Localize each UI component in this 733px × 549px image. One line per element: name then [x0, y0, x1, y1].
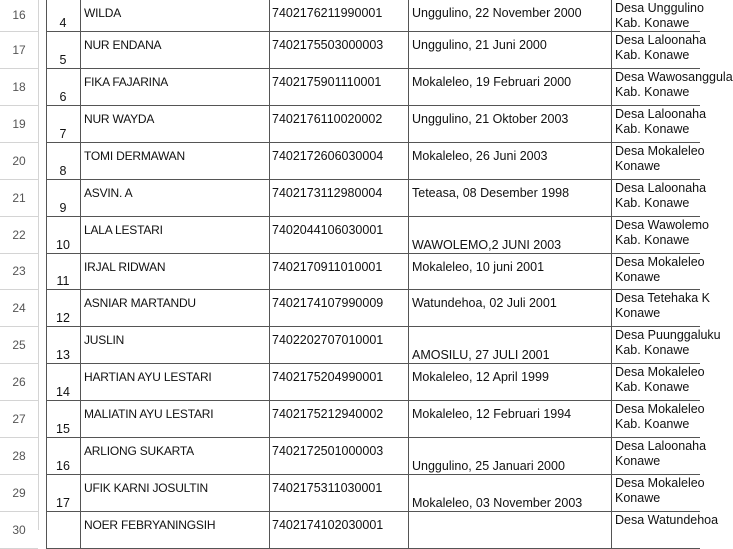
cell-address[interactable]	[611, 143, 712, 180]
row-number[interactable]: 21	[0, 191, 38, 205]
cell-no[interactable]	[46, 143, 81, 180]
name-value: NUR WAYDA	[84, 112, 155, 126]
no-value: 11	[56, 274, 70, 288]
row-number[interactable]: 18	[0, 80, 38, 94]
cell-name[interactable]	[80, 143, 270, 180]
name-value: HARTIAN AYU LESTARI	[84, 370, 212, 384]
cell-nik[interactable]	[269, 0, 409, 32]
cell-no[interactable]	[46, 364, 81, 401]
table-row[interactable]	[0, 254, 705, 290]
cell-no[interactable]	[46, 32, 81, 69]
no-value: 12	[56, 311, 70, 325]
row-number[interactable]: 16	[0, 8, 38, 22]
cell-name[interactable]	[80, 364, 270, 401]
birth-value: WAWOLEMO,2 JUNI 2003	[412, 238, 562, 252]
no-value: 13	[56, 348, 70, 362]
table-row[interactable]	[0, 143, 705, 180]
address-line-1: Desa Mokaleleo	[615, 255, 705, 269]
cell-address[interactable]	[611, 254, 712, 290]
birth-value: Watundehoa, 02 Juli 2001	[412, 296, 557, 310]
no-value: 8	[59, 164, 67, 178]
cell-birth[interactable]	[408, 143, 612, 180]
cell-no[interactable]	[46, 401, 81, 438]
no-value: 14	[56, 385, 70, 399]
nik-value: 7402175311030001	[272, 481, 383, 495]
name-value: LALA LESTARI	[84, 223, 163, 237]
cell-birth[interactable]	[408, 401, 612, 438]
nik-value: 7402174107990009	[272, 296, 384, 310]
cell-nik[interactable]	[269, 217, 409, 254]
cell-no[interactable]	[46, 180, 81, 217]
address-line-2: Kab. Konawe	[615, 85, 690, 99]
birth-value: Mokaleleo, 12 Februari 1994	[412, 407, 572, 421]
address-line-2: Konawe	[615, 454, 661, 468]
cell-address[interactable]	[611, 512, 719, 549]
no-value: 10	[56, 238, 70, 252]
cell-address[interactable]	[611, 32, 712, 69]
table-row[interactable]	[0, 32, 707, 69]
no-value: 9	[59, 201, 67, 215]
address-line-2: Konawe	[615, 491, 661, 505]
cell-birth[interactable]	[408, 475, 612, 512]
cell-birth[interactable]	[408, 106, 612, 143]
nik-value: 7402172501000003	[272, 444, 384, 458]
cell-no[interactable]	[46, 512, 81, 549]
address-line-1: Desa Laloonaha	[615, 33, 707, 47]
cell-nik[interactable]	[269, 512, 409, 549]
cell-no[interactable]	[46, 106, 81, 143]
address-line-2: Konawe	[615, 270, 661, 284]
name-value: JUSLIN	[84, 333, 125, 347]
cell-address[interactable]	[611, 180, 712, 217]
cell-nik[interactable]	[269, 106, 409, 143]
cell-birth[interactable]	[408, 290, 612, 327]
address-line-1: Desa Laloonaha	[615, 439, 707, 453]
table-row[interactable]	[0, 180, 707, 217]
cell-name[interactable]	[80, 69, 270, 106]
table-row[interactable]	[0, 327, 721, 364]
nik-value: 7402173112980004	[272, 186, 383, 200]
cell-address[interactable]	[611, 401, 712, 438]
birth-value: Unggulino, 21 Juni 2000	[412, 38, 547, 52]
cell-nik[interactable]	[269, 401, 409, 438]
table-row[interactable]	[0, 106, 707, 143]
table-row[interactable]	[0, 475, 705, 512]
cell-address[interactable]	[611, 327, 721, 364]
no-value: 15	[56, 422, 70, 436]
table-row[interactable]	[0, 69, 733, 106]
nik-value: 7402174102030001	[272, 518, 384, 532]
row-number[interactable]: 23	[0, 264, 38, 278]
row-number[interactable]: 19	[0, 117, 38, 131]
address-line-2: Kab. Konawe	[615, 122, 690, 136]
address-line-1: Desa Mokaleleo	[615, 365, 705, 379]
cell-address[interactable]	[611, 290, 712, 327]
cell-name[interactable]	[80, 401, 270, 438]
table-row[interactable]	[0, 0, 704, 32]
nik-value: 7402044106030001	[272, 223, 384, 237]
nik-value: 7402202707010001	[272, 333, 384, 347]
birth-value: Mokaleleo, 12 April 1999	[412, 370, 549, 384]
name-value: UFIK KARNI JOSULTIN	[84, 481, 208, 495]
address-line-1: Desa Mokaleleo	[615, 144, 705, 158]
cell-nik[interactable]	[269, 475, 409, 512]
address-line-2: Kab. Konawe	[615, 380, 690, 394]
address-line-1: Desa Watundehoa	[615, 513, 719, 527]
address-line-2: Kab. Konawe	[615, 196, 690, 210]
table-row[interactable]	[0, 364, 705, 401]
row-number[interactable]: 25	[0, 338, 38, 352]
cell-address[interactable]	[611, 106, 712, 143]
address-line-1: Desa Mokaleleo	[615, 476, 705, 490]
birth-value: Mokaleleo, 10 juni 2001	[412, 260, 545, 274]
cell-birth[interactable]	[408, 180, 612, 217]
cell-birth[interactable]	[408, 69, 612, 106]
row-number[interactable]: 26	[0, 375, 38, 389]
no-value: 5	[59, 53, 67, 67]
cell-no[interactable]	[46, 254, 81, 290]
cell-birth[interactable]	[408, 32, 612, 69]
birth-value: Unggulino, 25 Januari 2000	[412, 459, 565, 473]
cell-nik[interactable]	[269, 327, 409, 364]
name-value: ASNIAR MARTANDU	[84, 296, 196, 310]
birth-value: Mokaleleo, 26 Juni 2003	[412, 149, 548, 163]
row-number[interactable]: 17	[0, 43, 38, 57]
cell-nik[interactable]	[269, 438, 409, 475]
address-line-2: Kab. Koanwe	[615, 417, 690, 431]
cell-name[interactable]	[80, 180, 270, 217]
name-value: WILDA	[84, 6, 122, 20]
nik-value: 7402175212940002	[272, 407, 384, 421]
cell-no[interactable]	[46, 69, 81, 106]
no-value: 6	[59, 90, 67, 104]
cell-no[interactable]	[46, 438, 81, 475]
cell-address[interactable]	[611, 217, 712, 254]
row-number[interactable]: 30	[0, 523, 38, 537]
no-value: 17	[56, 496, 70, 510]
cell-nik[interactable]	[269, 254, 409, 290]
nik-value: 7402175901110001	[272, 75, 382, 89]
address-line-2: Konawe	[615, 159, 661, 173]
cell-birth[interactable]	[408, 438, 612, 475]
cell-nik[interactable]	[269, 180, 409, 217]
nik-value: 7402170911010001	[272, 260, 383, 274]
cell-address[interactable]	[611, 0, 712, 32]
address-line-2: Kab. Konawe	[615, 48, 690, 62]
birth-value: Teteasa, 08 Desember 1998	[412, 186, 570, 200]
name-value: NOER FEBRYANINGSIH	[84, 518, 216, 532]
cell-no[interactable]	[46, 290, 81, 327]
cell-name[interactable]	[80, 327, 270, 364]
table-row[interactable]	[0, 290, 710, 327]
nik-value: 7402175204990001	[272, 370, 384, 384]
address-line-2: Konawe	[615, 306, 661, 320]
cell-nik[interactable]	[269, 32, 409, 69]
cell-address[interactable]	[611, 69, 733, 106]
row-number[interactable]: 28	[0, 449, 38, 463]
no-value: 4	[59, 16, 67, 30]
birth-value: Unggulino, 22 November 2000	[412, 6, 582, 20]
nik-value: 7402172606030004	[272, 149, 384, 163]
cell-no[interactable]	[46, 327, 81, 364]
name-value: IRJAL RIDWAN	[84, 260, 166, 274]
name-value: NUR ENDANA	[84, 38, 162, 52]
cell-name[interactable]	[80, 254, 270, 290]
birth-value: Mokaleleo, 19 Februari 2000	[412, 75, 572, 89]
table-row[interactable]	[0, 401, 705, 438]
table-row[interactable]	[0, 512, 719, 549]
cell-birth[interactable]	[408, 512, 612, 549]
row-number[interactable]: 27	[0, 412, 38, 426]
cell-name[interactable]	[80, 512, 270, 549]
name-value: TOMI DERMAWAN	[84, 149, 185, 163]
cell-birth[interactable]	[408, 217, 612, 254]
nik-value: 7402176110020002	[272, 112, 383, 126]
birth-value: Unggulino, 21 Oktober 2003	[412, 112, 569, 126]
table-row[interactable]	[0, 217, 710, 254]
address-line-1: Desa Laloonaha	[615, 107, 707, 121]
address-line-1: Desa Wawosanggula	[615, 70, 733, 84]
row-number[interactable]: 29	[0, 486, 38, 500]
address-line-2: Kab. Konawe	[615, 16, 690, 30]
cell-nik[interactable]	[269, 143, 409, 180]
cell-nik[interactable]	[269, 364, 409, 401]
nik-value: 7402175503000003	[272, 38, 384, 52]
cell-address[interactable]	[611, 364, 712, 401]
address-line-2: Kab. Konawe	[615, 343, 690, 357]
cell-name[interactable]	[80, 438, 270, 475]
row-number[interactable]: 20	[0, 154, 38, 168]
cell-name[interactable]	[80, 0, 270, 32]
address-line-1: Desa Mokaleleo	[615, 402, 705, 416]
address-line-1: Desa Laloonaha	[615, 181, 707, 195]
address-line-1: Desa Tetehaka K	[615, 291, 710, 305]
cell-name[interactable]	[80, 106, 270, 143]
nik-value: 7402176211990001	[272, 6, 383, 20]
cell-birth[interactable]	[408, 254, 612, 290]
no-value: 7	[59, 127, 67, 141]
cell-birth[interactable]	[408, 327, 612, 364]
cell-nik[interactable]	[269, 69, 409, 106]
address-line-1: Desa Unggulino	[615, 1, 704, 15]
cell-no[interactable]	[46, 217, 81, 254]
cell-name[interactable]	[80, 217, 270, 254]
cell-name[interactable]	[80, 475, 270, 512]
cell-address[interactable]	[611, 438, 712, 475]
cell-no[interactable]	[46, 0, 81, 32]
row-number[interactable]: 24	[0, 301, 38, 315]
address-line-1: Desa Wawolemo	[615, 218, 710, 232]
address-line-2: Kab. Konawe	[615, 233, 690, 247]
cell-name[interactable]	[80, 32, 270, 69]
name-value: ARLIONG SUKARTA	[84, 444, 194, 458]
birth-value: AMOSILU, 27 JULI 2001	[412, 348, 550, 362]
cell-birth[interactable]	[408, 364, 612, 401]
no-value: 16	[56, 459, 70, 473]
table-row[interactable]	[0, 438, 707, 475]
name-value: ASVIN. A	[84, 186, 133, 200]
cell-nik[interactable]	[269, 290, 409, 327]
cell-birth[interactable]	[408, 0, 612, 32]
cell-name[interactable]	[80, 290, 270, 327]
address-line-1: Desa Puunggaluku	[615, 328, 721, 342]
cell-no[interactable]	[46, 475, 81, 512]
cell-address[interactable]	[611, 475, 712, 512]
row-number[interactable]: 22	[0, 228, 38, 242]
birth-value: Mokaleleo, 03 November 2003	[412, 496, 583, 510]
name-value: MALIATIN AYU LESTARI	[84, 407, 214, 421]
name-value: FIKA FAJARINA	[84, 75, 169, 89]
